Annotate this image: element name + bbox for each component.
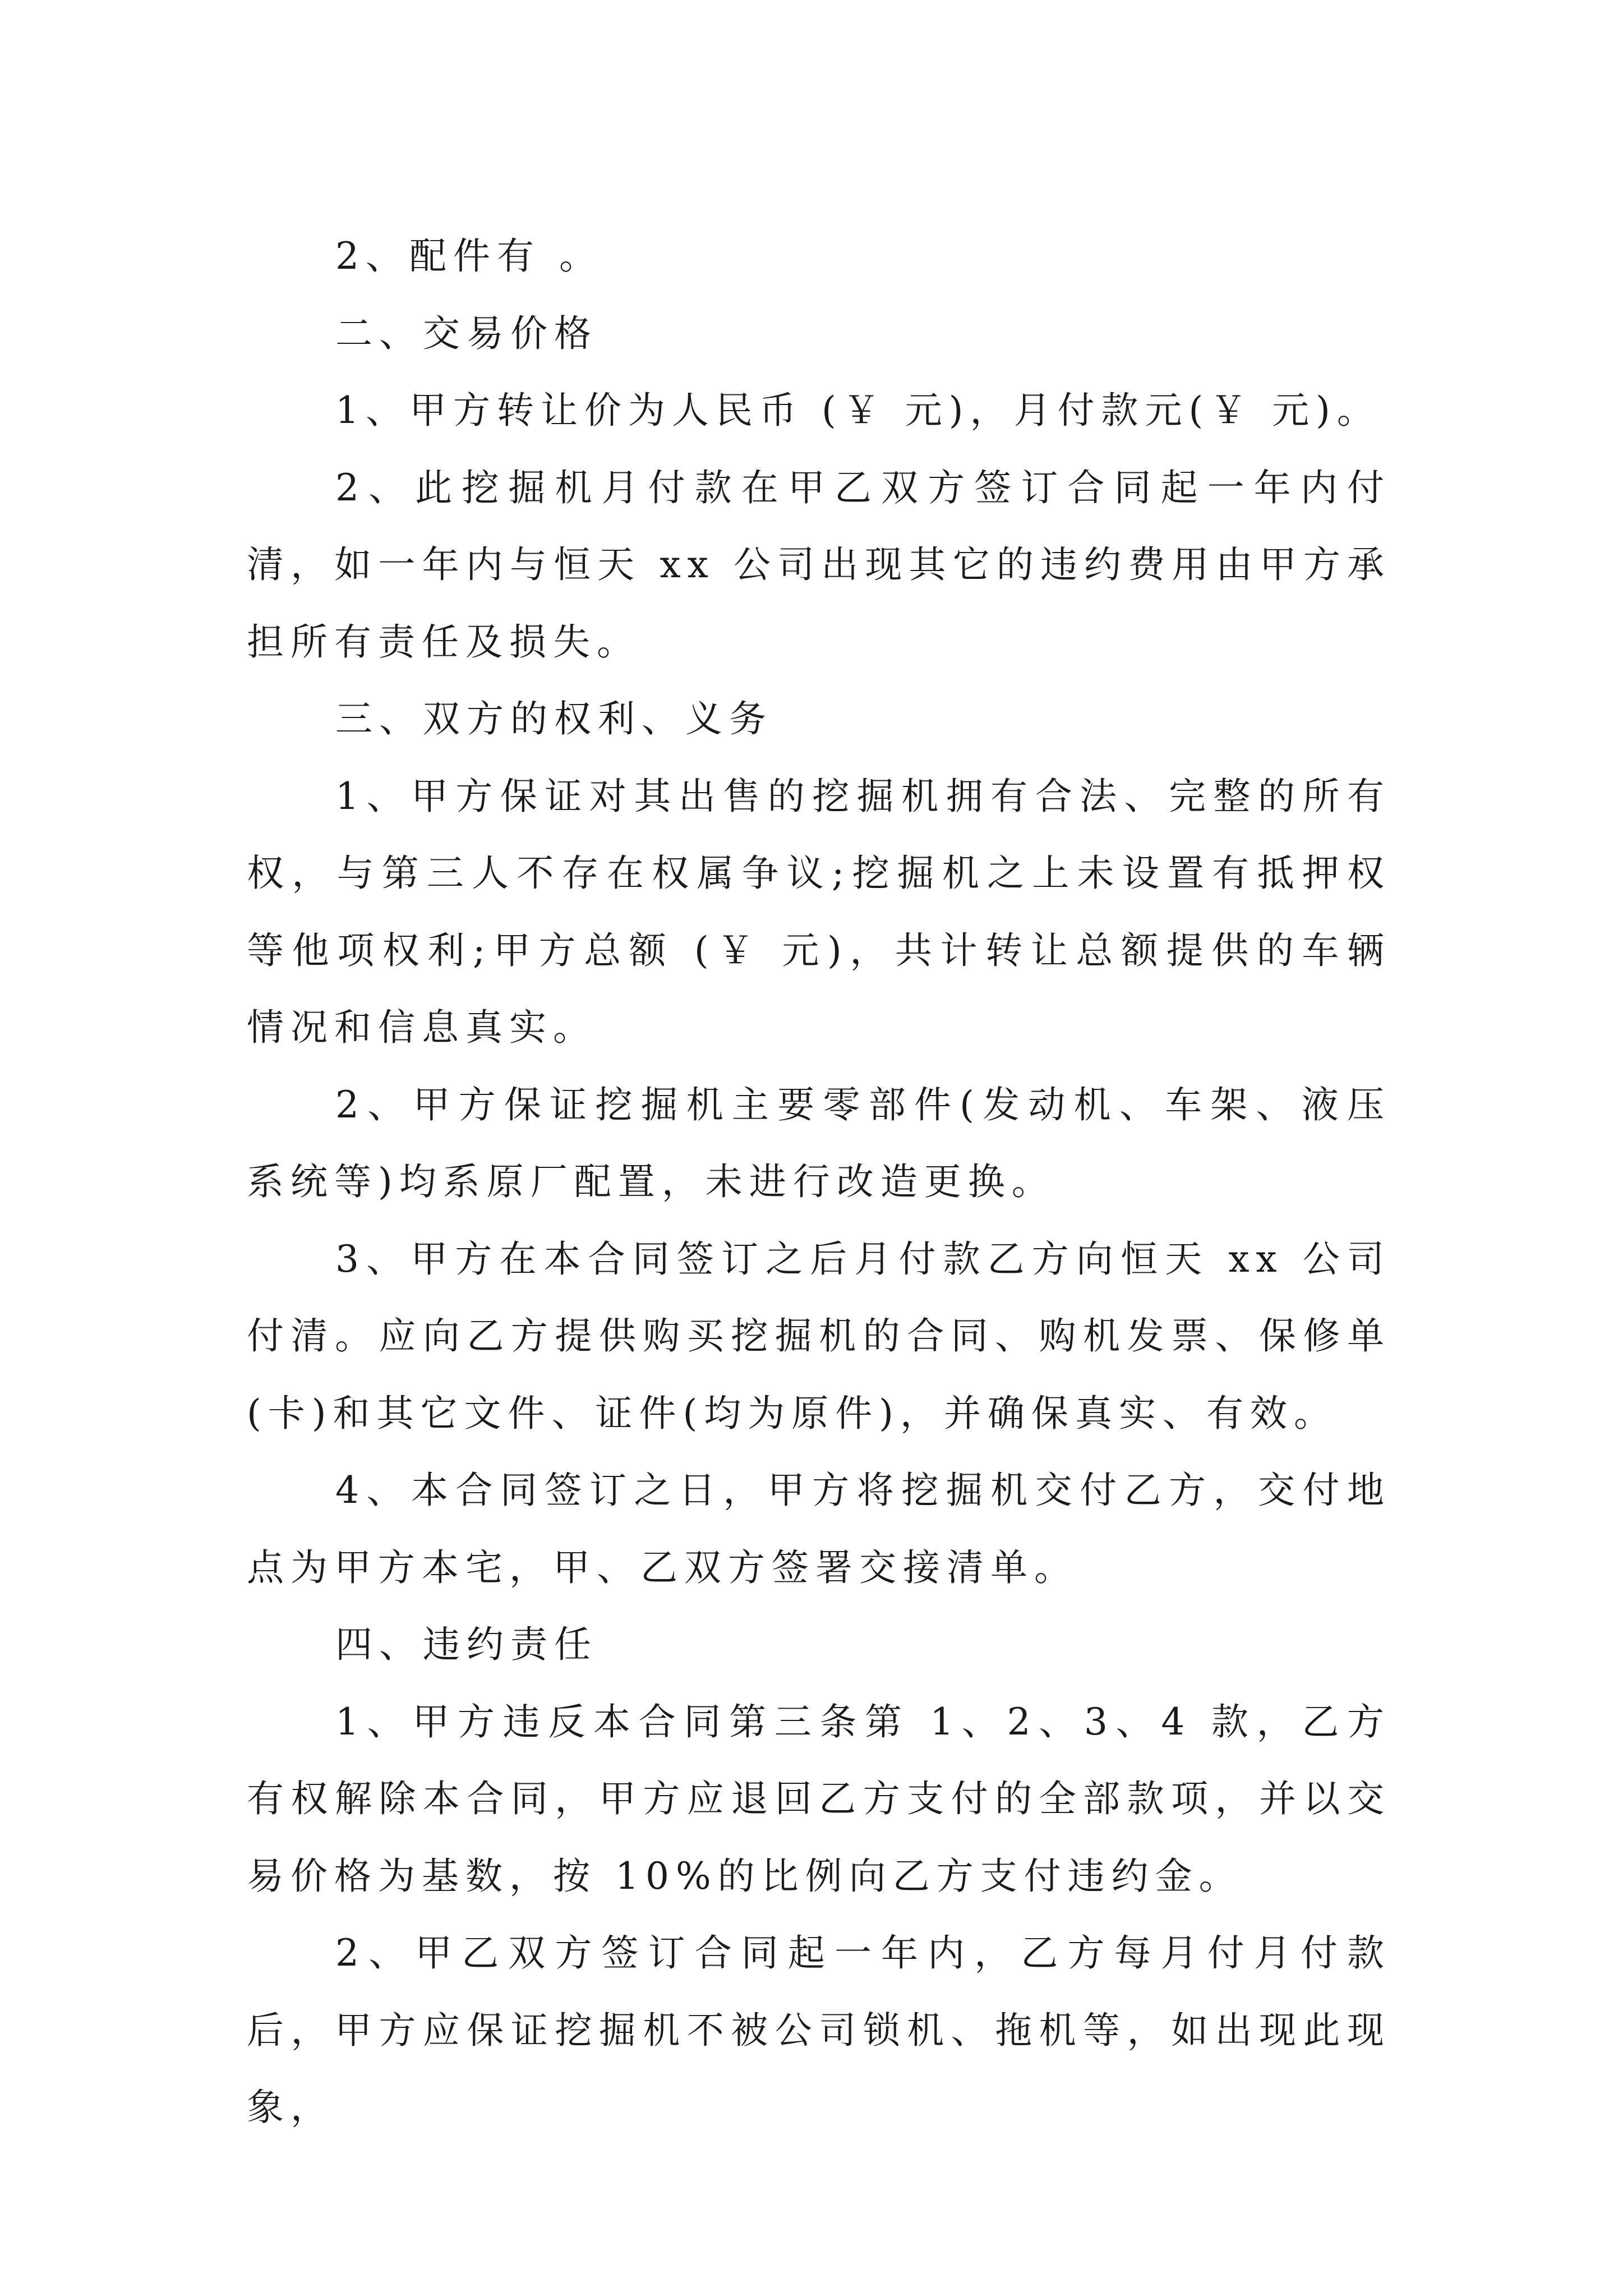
paragraph-transfer-price: 1、甲方转让价为人民币 (￥ 元)，月付款元(￥ 元)。 <box>335 389 1381 432</box>
paragraph-delivery: 4、本合同签订之日，甲方将挖掘机交付乙方，交付地点为甲方本宅，甲、乙双方签署交接清单。 <box>247 1469 1391 1589</box>
paragraph-lock-guarantee: 2、甲乙双方签订合同起一年内，乙方每月付月付款后，甲方应保证挖掘机不被公司锁机、拖机等，如出现此现象， <box>247 1931 1391 2129</box>
paragraph-breach-penalty: 1、甲方违反本合同第三条第 1、2、3、4 款，乙方有权解除本合同，甲方应退回乙方支付的全部款项，并以交易价格为基数，按 10%的比例向乙方支付违约金。 <box>247 1700 1391 1898</box>
section-heading-rights-obligations: 三、双方的权利、义务 <box>335 697 773 740</box>
paragraph-parts-guarantee: 2、甲方保证挖掘机主要零部件(发动机、车架、液压系统等)均系原厂配置，未进行改造更换。 <box>247 1083 1391 1203</box>
paragraph-accessories: 2、配件有 。 <box>335 234 603 278</box>
paragraph-monthly-payment: 2、此挖掘机月付款在甲乙双方签订合同起一年内付清，如一年内与恒天 xx 公司出现其它的违约费用由甲方承担所有责任及损失。 <box>247 466 1391 664</box>
section-heading-transaction-price: 二、交易价格 <box>335 311 598 355</box>
section-heading-liability: 四、违约责任 <box>335 1623 598 1666</box>
paragraph-documents: 3、甲方在本合同签订之后月付款乙方向恒天 xx 公司付清。应向乙方提供购买挖掘机的合同、购机发票、保修单(卡)和其它文件、证件(均为原件)，并确保真实、有效。 <box>247 1237 1391 1435</box>
document-body <box>247 218 1391 2146</box>
paragraph-ownership-guarantee: 1、甲方保证对其出售的挖掘机拥有合法、完整的所有权，与第三人不存在权属争议;挖掘机之上未设置有抵押权等他项权利;甲方总额 (￥ 元)，共计转让总额提供的车辆情况和信息真实。 <box>247 774 1391 1049</box>
